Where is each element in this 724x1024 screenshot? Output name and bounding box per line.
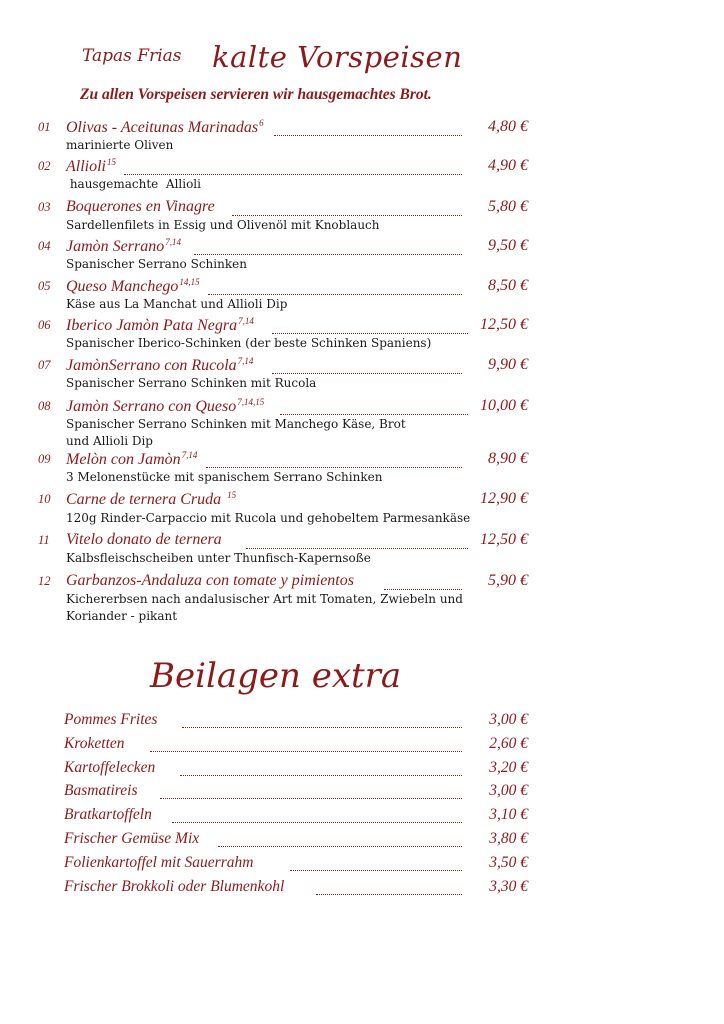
- item-number: 07: [38, 358, 51, 372]
- item-price: 12,50 €: [480, 316, 528, 333]
- item-description: Kalbsfleischscheiben unter Thunfisch-Kapernsoße: [66, 551, 371, 565]
- dot-leader: [172, 809, 462, 823]
- item-price: 9,90 €: [488, 356, 528, 373]
- item-name: Jamòn Serrano con Queso$^{7,14,15}$: [66, 397, 265, 415]
- allergen-codes: 14,15: [179, 277, 200, 287]
- dot-leader: [180, 762, 462, 776]
- item-description: Käse aus La Manchat und Allioli Dip: [66, 297, 288, 311]
- side-item: [0, 782, 724, 804]
- item-description: 3 Melonenstücke mit spanischem Serrano Schinken: [66, 470, 383, 484]
- dot-leader: [232, 201, 462, 216]
- side-item: [0, 759, 724, 781]
- dot-leader: [218, 833, 462, 847]
- allergen-codes: 15: [107, 157, 116, 167]
- dot-leader: [384, 575, 462, 590]
- side-item: [0, 806, 724, 828]
- item-name: Iberico Jamòn Pata Negra$^{7,14}$: [66, 316, 254, 334]
- item-description: Spanischer Serrano Schinken: [66, 257, 247, 271]
- side-item-price: 3,00 €: [489, 782, 528, 799]
- item-description: 120g Rinder-Carpaccio mit Rucola und gehobeltem Parmesankäse: [66, 511, 471, 525]
- side-item: [0, 735, 724, 757]
- dot-leader: [150, 738, 462, 752]
- dot-leader: [206, 453, 462, 468]
- item-price: 4,80 €: [488, 118, 528, 135]
- heading-tapas-frias: Tapas Frias: [82, 46, 182, 66]
- side-item-name: Pommes Frites: [64, 711, 158, 728]
- item-description: Kichererbsen nach andalusischer Art mit Tomaten, Zwiebeln und Koriander - pikant: [66, 592, 463, 623]
- menu-subtitle: Zu allen Vorspeisen servieren wir hausgemachtes Brot.: [80, 86, 432, 103]
- item-number: 09: [38, 452, 51, 466]
- item-number: 11: [38, 533, 50, 547]
- side-item-name: Folienkartoffel mit Sauerrahm: [64, 854, 254, 871]
- item-price: 12,90 €: [480, 490, 528, 507]
- item-price: 9,50 €: [488, 237, 528, 254]
- item-name: Vitelo donato de ternera: [66, 531, 222, 548]
- item-number: 12: [38, 574, 51, 588]
- side-item: [0, 711, 724, 733]
- item-description: hausgemachte Allioli: [66, 177, 201, 191]
- item-name: Melòn con Jamòn$^{7,14}$: [66, 450, 198, 468]
- item-price: 5,90 €: [488, 572, 528, 589]
- allergen-codes: 7,14: [238, 316, 254, 326]
- item-name: Olivas - Aceitunas Marinadas$^6$: [66, 118, 264, 136]
- item-number: 06: [38, 318, 51, 332]
- item-description: Spanischer Serrano Schinken mit Rucola: [66, 376, 317, 390]
- side-item: [0, 854, 724, 876]
- side-item-name: Basmatireis: [64, 782, 138, 799]
- item-number: 01: [38, 120, 51, 134]
- item-price: 5,80 €: [488, 198, 528, 215]
- dot-leader: [316, 881, 462, 895]
- side-item-name: Frischer Gemüse Mix: [64, 830, 200, 847]
- side-item: [0, 830, 724, 852]
- item-description: Spanischer Iberico-Schinken (der beste Schinken Spaniens): [66, 336, 432, 350]
- side-item-name: Kartoffelecken: [64, 759, 156, 776]
- dot-leader: [124, 160, 462, 175]
- dot-leader: [272, 319, 468, 334]
- item-name: Garbanzos-Andaluza con tomate y pimientos: [66, 572, 354, 589]
- item-number: 10: [38, 492, 51, 506]
- menu-heading: [80, 40, 520, 90]
- dot-leader: [182, 714, 462, 728]
- item-number: 02: [38, 159, 51, 173]
- item-number: 03: [38, 200, 51, 214]
- item-number: 05: [38, 279, 51, 293]
- side-item-name: Frischer Brokkoli oder Blumenkohl: [64, 878, 285, 895]
- dot-leader: [290, 857, 462, 871]
- side-item-name: Bratkartoffeln: [64, 806, 152, 823]
- side-item-price: 3,30 €: [489, 878, 528, 895]
- side-item-price: 3,20 €: [489, 759, 528, 776]
- item-description: Sardellenfilets in Essig und Olivenöl mit Knoblauch: [66, 218, 380, 232]
- item-name: Jamòn Serrano$^{7,14}$: [66, 237, 181, 255]
- item-name: Allioli$^{15}$: [66, 157, 116, 175]
- item-number: 08: [38, 399, 51, 413]
- item-name: Boquerones en Vinagre: [66, 198, 215, 215]
- item-description: Spanischer Serrano Schinken mit Manchego Käse, Brot und Allioli Dip: [66, 417, 406, 448]
- item-price: 4,90 €: [488, 157, 528, 174]
- allergen-codes: 7,14: [237, 356, 254, 366]
- dot-leader: [272, 359, 462, 374]
- item-number: 04: [38, 239, 51, 253]
- item-description: marinierte Oliven: [66, 138, 174, 152]
- item-name: Queso Manchego$^{14,15}$: [66, 277, 200, 295]
- item-price: 8,90 €: [488, 450, 528, 467]
- dot-leader: [194, 240, 462, 255]
- dot-leader: [160, 785, 462, 799]
- dot-leader: [280, 400, 468, 415]
- heading-kalte-vorspeisen: kalte Vorspeisen: [212, 40, 463, 74]
- item-name: Carne de ternera Cruda $^{15}$: [66, 490, 237, 508]
- dot-leader: [274, 121, 462, 136]
- side-item: [0, 878, 724, 900]
- side-item-price: 3,10 €: [489, 806, 528, 823]
- side-item-price: 3,80 €: [489, 830, 528, 847]
- allergen-codes: 7,14: [181, 450, 198, 460]
- allergen-codes: 7,14: [165, 237, 181, 247]
- allergen-codes: 7,14,15: [237, 397, 265, 407]
- side-item-name: Kroketten: [64, 735, 125, 752]
- item-price: 8,50 €: [488, 277, 528, 294]
- side-item-price: 3,00 €: [489, 711, 528, 728]
- allergen-codes: 6: [259, 118, 264, 128]
- dot-leader: [208, 280, 462, 295]
- side-item-price: 3,50 €: [489, 854, 528, 871]
- item-name: JamònSerrano con Rucola$^{7,14}$: [66, 356, 254, 374]
- side-item-price: 2,60 €: [489, 735, 528, 752]
- dot-leader: [246, 534, 468, 549]
- item-price: 12,50 €: [480, 531, 528, 548]
- allergen-codes: 15: [227, 490, 237, 500]
- heading-beilagen-extra: Beilagen extra: [150, 656, 402, 696]
- item-price: 10,00 €: [480, 397, 528, 414]
